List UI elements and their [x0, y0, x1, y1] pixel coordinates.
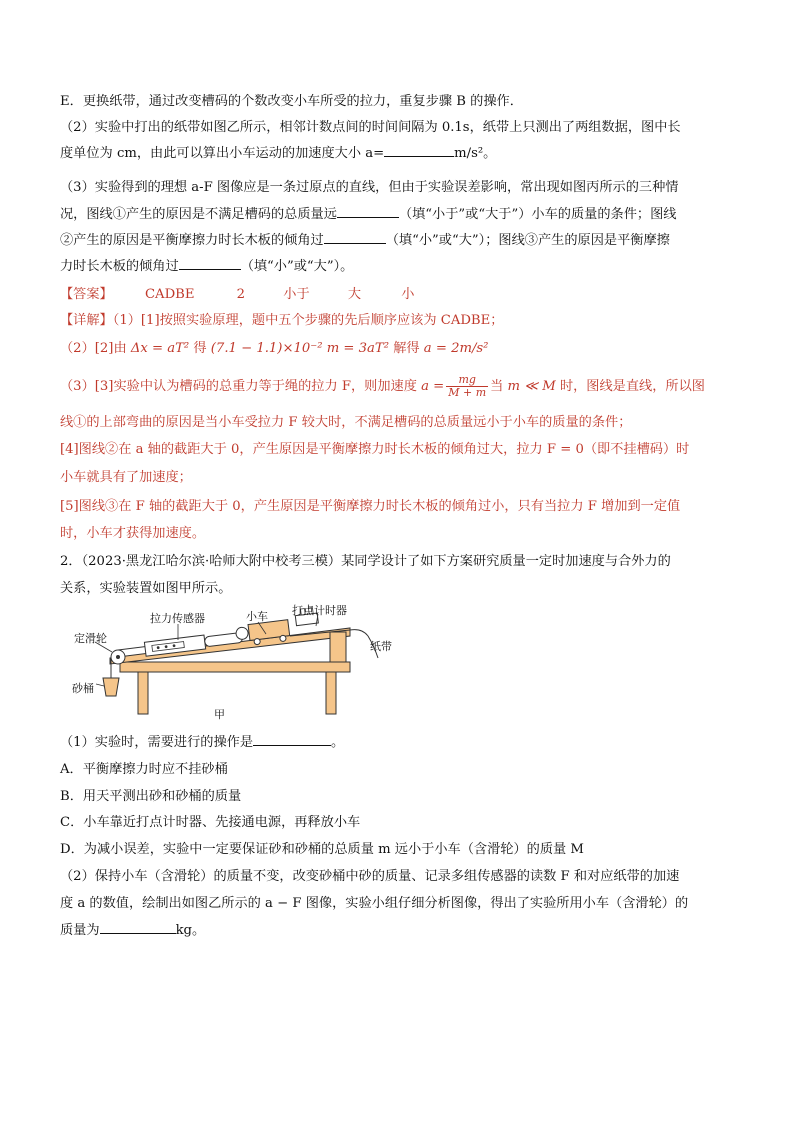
- option-c: C．小车靠近打点计时器、先接通电源，再释放小车: [60, 815, 361, 830]
- text: 。: [331, 735, 345, 750]
- q1-part2-line2: [60, 141, 740, 167]
- fraction: [446, 374, 488, 399]
- answer-label: 【答案】: [60, 287, 113, 302]
- answer-value: 小于: [283, 287, 310, 302]
- q2-intro-line2: 关系，实验装置如图甲所示。: [60, 581, 232, 596]
- equation: a =: [421, 379, 445, 394]
- answer-value: CADBE: [144, 287, 195, 302]
- figure-caption: 甲: [214, 708, 225, 721]
- text: （填“小于”或“大于”）小车的质量的条件；图线: [398, 207, 677, 222]
- text: （1）实验时，需要进行的操作是: [60, 735, 254, 750]
- text: m/s²。: [454, 146, 497, 161]
- text: （填“小”或“大”）。: [240, 259, 354, 274]
- apparatus-drawing: [60, 600, 400, 720]
- detail-line7: [5]图线③在 F 轴的截距大于 0，产生原因是平衡摩擦力时长木板的倾角过小，只有当拉力 F 增加到一定值: [60, 499, 681, 514]
- label-timer: 打点计时器: [292, 604, 347, 617]
- detail-line4: 线①的上部弯曲的原因是当小车受拉力 F 较大时，不满足槽码的总质量远小于小车的质量的条件；: [60, 415, 632, 430]
- detail-line6: 小车就具有了加速度；: [60, 470, 192, 485]
- text: （填“小”或“大”）；图线③产生的原因是平衡摩擦: [385, 233, 670, 248]
- detail-line2: [60, 336, 740, 362]
- answer-blank-line1[interactable]: [337, 203, 399, 218]
- answer-value: 小: [401, 287, 415, 302]
- detail-line8: 时，小车才获得加速度。: [60, 526, 206, 541]
- q1-part3-line1: （3）实验得到的理想 a-F 图像应是一条过原点的直线，但由于实验误差影响，常出现如图丙所示的三种情: [60, 180, 679, 195]
- text: （3）[3]实验中认为槽码的总重力等于绳的拉力 F，则加速度: [60, 379, 417, 394]
- label-force-sensor: 拉力传感器: [150, 612, 205, 625]
- equation: a = 2m/s²: [423, 341, 489, 356]
- detail-label: 【详解】: [60, 313, 113, 328]
- detail-line5: [4]图线②在 a 轴的截距大于 0，产生原因是平衡摩擦力时长木板的倾角过大，拉力 F = 0（即不挂槽码）时: [60, 442, 690, 457]
- answer-blank-line3[interactable]: [179, 255, 241, 270]
- text: 解得: [393, 341, 420, 356]
- text: 况，图线①产生的原因是不满足槽码的总质量远: [60, 207, 337, 222]
- text: （2）[2]由: [60, 341, 127, 356]
- denominator: M + m: [448, 386, 487, 399]
- detail-line1: [60, 308, 740, 334]
- equation: (7.1 − 1.1)×10⁻² m = 3aT²: [210, 341, 389, 356]
- detail-line3: [60, 372, 740, 402]
- text: ②产生的原因是平衡摩擦力时长木板的倾角过: [60, 233, 324, 248]
- q1-part2-line1: （2）实验中打出的纸带如图乙所示，相邻计数点间的时间间隔为 0.1s，纸带上只测出了两组数据，图中长: [60, 120, 681, 135]
- label-fixed-pulley: 定滑轮: [74, 632, 107, 645]
- q2-intro-line1: 2．（2023·黑龙江哈尔滨·哈师大附中校考三模）某同学设计了如下方案研究质量一定时加速度与合外力的: [60, 554, 671, 569]
- q1-part3-line3: [60, 228, 740, 254]
- text: 质量为: [60, 923, 100, 938]
- text: （1）[1]按照实验原理，题中五个步骤的先后顺序应该为 CADBE；: [112, 313, 504, 328]
- apparatus-figure: [60, 600, 400, 720]
- label-sand-bucket: 砂桶: [72, 682, 94, 695]
- q1-part3-line4: [60, 254, 740, 280]
- answer-value: 2: [236, 287, 246, 302]
- text: 度单位为 cm，由此可以算出小车运动的加速度大小 a=: [60, 146, 385, 161]
- answer-line: [60, 282, 740, 308]
- equation: Δx = aT²: [130, 341, 190, 356]
- label-cart: 小车: [246, 610, 268, 623]
- label-tape: 纸带: [370, 640, 392, 653]
- text: kg。: [175, 923, 206, 938]
- text: 力时长木板的倾角过: [60, 259, 179, 274]
- text: 得: [193, 341, 207, 356]
- answer-blank-mass[interactable]: [100, 919, 176, 934]
- text: 时，图线是直线，所以图: [559, 379, 705, 394]
- option-d: D．为减小误差，实验中一定要保证砂和砂桶的总质量 m 远小于小车（含滑轮）的质量 M: [60, 842, 584, 857]
- option-b: B．用天平测出砂和砂桶的质量: [60, 789, 242, 804]
- q2-part2-line3: [60, 918, 740, 944]
- text: 当: [490, 379, 504, 394]
- q2-part2-line2: 度 a 的数值，绘制出如图乙所示的 a − F 图像，实验小组仔细分析图像，得出了实验所用小车（含滑轮）的: [60, 896, 689, 911]
- q1-part3-line2: [60, 202, 740, 228]
- q2-part2-line1: （2）保持小车（含滑轮）的质量不变，改变砂桶中砂的质量、记录多组传感器的读数 F 和对应纸带的加速: [60, 869, 680, 884]
- numerator: mg: [446, 374, 488, 387]
- answer-blank-operation[interactable]: [253, 731, 331, 746]
- answer-blank-acceleration[interactable]: [384, 142, 454, 157]
- answer-blank-line2[interactable]: [324, 229, 386, 244]
- equation: m ≪ M: [507, 379, 556, 394]
- step-e-line: E．更换纸带，通过改变槽码的个数改变小车所受的拉力，重复步骤 B 的操作．: [60, 94, 523, 109]
- q2-part1-line: [60, 730, 740, 756]
- answer-value: 大: [347, 287, 362, 302]
- option-a: A．平衡摩擦力时应不挂砂桶: [60, 762, 228, 777]
